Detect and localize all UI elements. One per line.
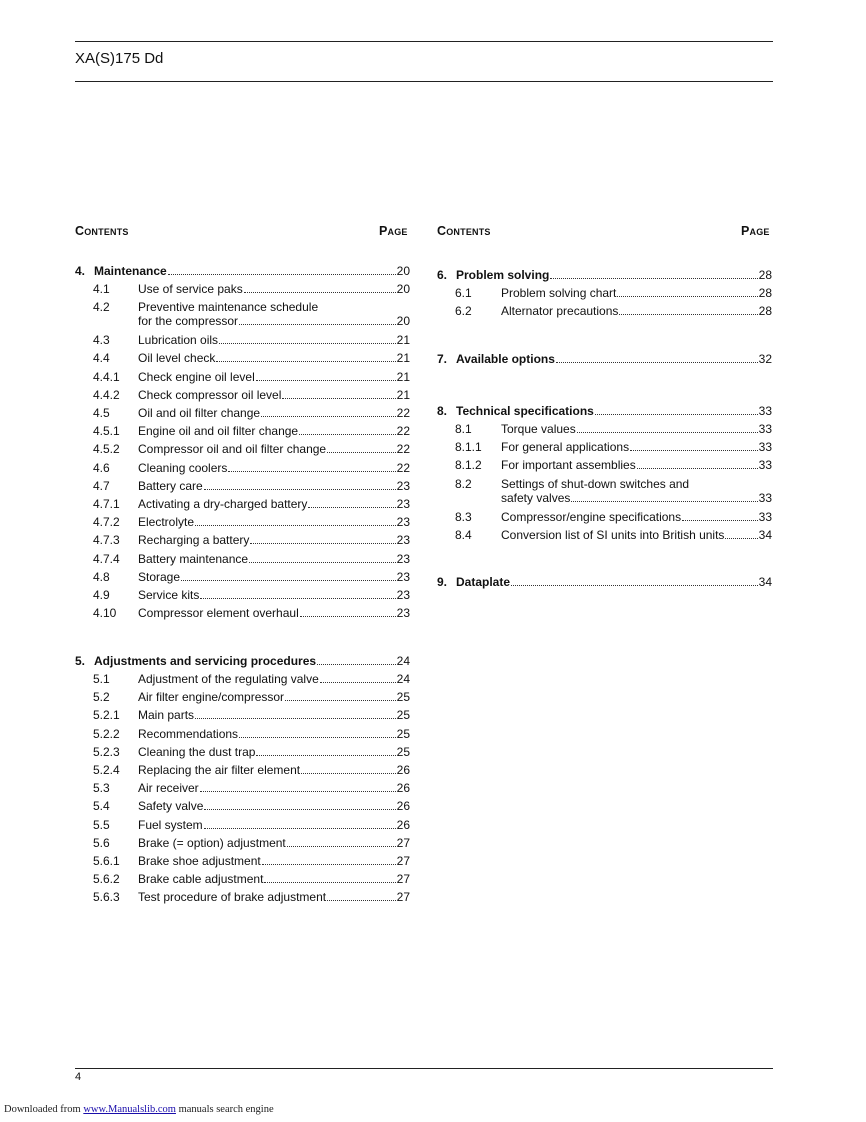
toc-item-title: Test procedure of brake adjustment [138, 890, 327, 905]
right-page-heading: Page [741, 224, 770, 238]
dot-leader [262, 864, 396, 865]
toc-item-line [138, 708, 410, 722]
toc-item-title: Cleaning the dust trap [138, 744, 256, 759]
toc-page-number: 24 [396, 672, 410, 686]
dot-leader [204, 489, 396, 490]
toc-item[interactable] [93, 351, 410, 365]
toc-section-title: Available options [456, 352, 555, 366]
footer-rule [75, 1068, 773, 1069]
toc-item-title: Torque values [501, 422, 576, 436]
dot-leader [200, 598, 395, 599]
toc-item[interactable] [455, 422, 772, 436]
toc-page-number: 22 [396, 442, 410, 457]
right-contents-heading: Contents [437, 224, 491, 238]
toc-page-number: 33 [758, 509, 772, 524]
dot-leader [250, 543, 395, 544]
dot-leader [216, 361, 395, 362]
toc-page-number: 33 [758, 422, 772, 436]
toc-section[interactable] [437, 575, 772, 589]
toc-item[interactable] [455, 510, 772, 524]
toc-item-title: Preventive maintenance schedule [138, 300, 319, 315]
toc-item-line [138, 424, 410, 438]
toc-section-title: Problem solving [456, 268, 550, 282]
dot-leader [256, 380, 396, 381]
toc-item-number: 5.5 [93, 817, 110, 832]
toc-item-title: Cleaning coolers [138, 460, 228, 475]
toc-item[interactable] [93, 552, 410, 566]
toc-item[interactable] [93, 442, 410, 456]
toc-item-number: 5.2.2 [93, 726, 120, 741]
toc-item[interactable] [93, 479, 410, 493]
toc-item[interactable] [93, 333, 410, 347]
toc-item-number: 5.6 [93, 835, 110, 850]
toc-item[interactable] [93, 690, 410, 704]
toc-item-line [138, 781, 410, 795]
toc-item[interactable] [93, 854, 410, 868]
toc-item-number: 5.6.3 [93, 890, 120, 905]
toc-item-title: Problem solving chart [501, 286, 617, 300]
toc-item-title: Lubrication oils [138, 333, 219, 348]
dot-leader [204, 828, 396, 829]
toc-item-line [501, 286, 772, 300]
toc-item[interactable] [455, 458, 772, 472]
toc-item-number: 4.4.2 [93, 387, 120, 402]
toc-item-title: Battery maintenance [138, 551, 249, 566]
toc-section-line [456, 404, 772, 418]
toc-page-number: 33 [758, 458, 772, 473]
toc-item[interactable] [93, 818, 410, 832]
toc-item-number: 4.8 [93, 569, 110, 584]
toc-item[interactable] [93, 745, 410, 759]
toc-section-number: 6. [437, 268, 448, 282]
toc-item-number: 4.6 [93, 460, 110, 475]
toc-item-title: Oil and oil filter change [138, 406, 261, 420]
toc-page-number: 26 [396, 763, 410, 777]
toc-item-number: 5.2.1 [93, 708, 120, 723]
dot-leader [308, 507, 395, 508]
toc-section[interactable] [437, 352, 772, 366]
toc-item[interactable] [455, 440, 772, 454]
toc-item[interactable] [455, 477, 772, 505]
toc-item-number: 6.2 [455, 304, 472, 319]
dot-leader [511, 585, 758, 586]
toc-page-number: 28 [758, 286, 772, 300]
toc-section-number: 7. [437, 352, 448, 366]
toc-item[interactable] [93, 836, 410, 850]
toc-item-line [501, 510, 772, 524]
dot-leader [285, 700, 396, 701]
toc-item-number: 4.7.4 [93, 551, 120, 566]
dot-leader [195, 718, 396, 719]
toc-section-line [456, 352, 772, 366]
toc-section-title: Adjustments and servicing procedures [94, 654, 317, 668]
toc-section-number: 8. [437, 404, 448, 418]
toc-item-title: Settings of shut-down switches and [501, 476, 690, 491]
toc-item-title: Activating a dry-charged battery [138, 497, 308, 511]
toc-item-title: Engine oil and oil filter change [138, 424, 299, 439]
toc-page-number: 22 [396, 406, 410, 420]
toc-section-line [456, 575, 772, 589]
dot-leader [637, 468, 758, 469]
toc-item-title: Fuel system [138, 817, 203, 832]
toc-page-number: 23 [396, 533, 410, 548]
toc-page-number: 28 [758, 304, 772, 319]
toc-item-title: Adjustment of the regulating valve [138, 672, 319, 686]
toc-page-number: 21 [396, 333, 410, 348]
toc-page-number: 27 [396, 872, 410, 887]
toc-item-title: Check compressor oil level [138, 387, 282, 402]
toc-item-line [138, 406, 410, 420]
toc-item[interactable] [93, 300, 410, 328]
toc-item[interactable] [455, 286, 772, 300]
toc-page-number: 28 [758, 268, 772, 282]
toc-item-number: 4.5.1 [93, 424, 120, 439]
toc-item-title: Brake (= option) adjustment [138, 835, 286, 850]
toc-item[interactable] [93, 890, 410, 904]
manualslib-link[interactable]: www.Manualslib.com [83, 1104, 176, 1115]
toc-page-number: 20 [396, 264, 410, 278]
toc-item-line [501, 422, 772, 436]
toc-page-number: 27 [396, 854, 410, 868]
toc-item[interactable] [93, 515, 410, 529]
toc-page-number: 24 [396, 654, 410, 668]
toc-item-line [138, 282, 410, 296]
toc-item-line [501, 528, 772, 542]
toc-item-title-continued: safety valves [501, 490, 571, 505]
toc-page-number: 23 [396, 515, 410, 530]
toc-item-line [138, 570, 410, 584]
dot-leader [571, 501, 757, 502]
toc-item[interactable] [93, 763, 410, 777]
dot-leader [317, 664, 396, 665]
dot-leader [264, 882, 395, 883]
toc-item-line [138, 314, 410, 328]
toc-item-line [138, 479, 410, 493]
toc-page-number: 25 [396, 744, 410, 759]
toc-item-number: 4.5.2 [93, 442, 120, 457]
toc-page-number: 27 [396, 835, 410, 850]
dot-leader [550, 278, 757, 279]
toc-section-number: 9. [437, 575, 448, 589]
toc-item-number: 4.5 [93, 406, 110, 420]
toc-item-line [138, 872, 410, 886]
toc-item-line [138, 763, 410, 777]
left-page-heading: Page [379, 224, 408, 238]
toc-item-line [138, 533, 410, 547]
dot-leader [200, 791, 396, 792]
toc-page-number: 20 [396, 314, 410, 329]
page-number: 4 [75, 1071, 82, 1083]
dot-leader [239, 737, 396, 738]
toc-item-line [501, 458, 772, 472]
toc-item[interactable] [93, 672, 410, 686]
toc-item-title: Oil level check [138, 351, 216, 366]
toc-page-number: 25 [396, 708, 410, 723]
toc-item-number: 4.7 [93, 478, 110, 493]
toc-section[interactable] [75, 654, 410, 668]
toc-page-number: 22 [396, 424, 410, 439]
toc-section[interactable] [437, 268, 772, 282]
toc-item-line [138, 351, 410, 365]
toc-section-title: Maintenance [94, 264, 167, 278]
toc-item-line [138, 672, 410, 686]
dot-leader [327, 452, 396, 453]
toc-section[interactable] [75, 264, 410, 278]
toc-page-number: 26 [396, 817, 410, 832]
dot-leader [287, 846, 396, 847]
dot-leader [725, 538, 757, 539]
toc-item-title: Compressor oil and oil filter change [138, 442, 327, 457]
dot-leader [239, 324, 396, 325]
toc-item-number: 8.4 [455, 527, 472, 542]
toc-item[interactable] [93, 282, 410, 296]
toc-item-title: Brake cable adjustment [138, 872, 264, 887]
left-contents-heading: Contents [75, 224, 129, 238]
toc-section-title: Technical specifications [456, 404, 594, 418]
toc-page-number: 26 [396, 781, 410, 796]
toc-item-line [138, 854, 410, 868]
dot-leader [630, 450, 758, 451]
dot-leader [617, 296, 757, 297]
toc-item-line [138, 333, 410, 347]
toc-item-number: 8.1.1 [455, 440, 482, 455]
toc-item-title: Brake shoe adjustment [138, 854, 261, 868]
dot-leader [577, 432, 758, 433]
toc-item-number: 8.3 [455, 509, 472, 524]
toc-item-title: Battery care [138, 478, 203, 493]
toc-item-line [138, 799, 410, 813]
toc-item-title: Use of service paks [138, 282, 243, 296]
toc-item[interactable] [93, 727, 410, 741]
toc-item-number: 8.2 [455, 476, 472, 491]
toc-item-title: For important assemblies [501, 458, 636, 473]
dot-leader [181, 580, 396, 581]
dot-leader [195, 525, 396, 526]
toc-page-number: 23 [396, 588, 410, 602]
dot-leader [682, 520, 758, 521]
dot-leader [249, 562, 396, 563]
toc-item-number: 4.7.1 [93, 497, 120, 511]
toc-item-line [138, 818, 410, 832]
toc-item-line [138, 836, 410, 850]
toc-item-title: Main parts [138, 708, 195, 723]
toc-item-line [138, 515, 410, 529]
toc-page-number: 20 [396, 282, 410, 296]
toc-item-number: 4.3 [93, 333, 110, 348]
toc-item[interactable] [455, 304, 772, 318]
toc-page-number: 21 [396, 369, 410, 384]
dot-leader [261, 416, 396, 417]
toc-page-number: 34 [758, 527, 772, 542]
document-title: XA(S)175 Dd [75, 50, 164, 67]
toc-page-number: 34 [758, 575, 772, 589]
toc-item-number: 4.4.1 [93, 369, 120, 384]
toc-page-number: 33 [758, 404, 772, 418]
toc-item-line [138, 461, 410, 475]
toc-item-number: 5.2 [93, 690, 110, 705]
toc-item-title: Recommendations [138, 726, 239, 741]
toc-item[interactable] [93, 708, 410, 722]
toc-item-line [138, 552, 410, 566]
dot-leader [219, 343, 396, 344]
footer-prefix: Downloaded from [4, 1104, 84, 1115]
toc-item[interactable] [93, 872, 410, 886]
toc-item[interactable] [455, 528, 772, 542]
toc-page-number: 25 [396, 726, 410, 741]
toc-item-line [501, 491, 772, 505]
toc-item-number: 8.1.2 [455, 458, 482, 473]
toc-item-line [138, 890, 410, 904]
toc-page-number: 32 [758, 352, 772, 366]
toc-page-number: 33 [758, 490, 772, 505]
dot-leader [204, 809, 395, 810]
toc-item-line [138, 745, 410, 759]
toc-section-number: 5. [75, 654, 86, 668]
dot-leader [556, 362, 758, 363]
toc-item-line [138, 606, 410, 620]
toc-item-number: 4.4 [93, 351, 110, 366]
toc-item[interactable] [93, 588, 410, 602]
dot-leader [619, 314, 757, 315]
toc-item[interactable] [93, 406, 410, 420]
toc-item-title: Air receiver [138, 781, 199, 796]
toc-item[interactable] [93, 461, 410, 475]
toc-item-title: Replacing the air filter element [138, 763, 301, 777]
toc-item-title: Compressor element overhaul [138, 606, 299, 621]
toc-item-number: 5.3 [93, 781, 110, 796]
toc-item[interactable] [93, 533, 410, 547]
dot-leader [301, 773, 396, 774]
toc-section-line [94, 654, 410, 668]
toc-item-line [138, 588, 410, 602]
toc-item-number: 6.1 [455, 286, 472, 300]
toc-page-number: 33 [758, 440, 772, 455]
toc-section-line [94, 264, 410, 278]
dot-leader [299, 434, 396, 435]
toc-section-line [456, 268, 772, 282]
toc-item-line [138, 388, 410, 402]
dot-leader [300, 616, 396, 617]
toc-item-number: 8.1 [455, 422, 472, 436]
dot-leader [282, 398, 395, 399]
toc-item[interactable] [93, 424, 410, 438]
toc-page-number: 23 [396, 606, 410, 621]
toc-item-line [501, 440, 772, 454]
toc-item-number: 5.2.4 [93, 763, 120, 777]
toc-page-number: 27 [396, 890, 410, 905]
toc-item[interactable] [93, 497, 410, 511]
toc-item-title: Air filter engine/compressor [138, 690, 285, 705]
toc-item-title: Alternator precautions [501, 304, 619, 319]
dot-leader [320, 682, 396, 683]
toc-item-number: 5.1 [93, 672, 110, 686]
toc-page-number: 23 [396, 569, 410, 584]
toc-item-number: 4.9 [93, 588, 110, 602]
toc-page-number: 21 [396, 387, 410, 402]
toc-item[interactable] [93, 570, 410, 584]
toc-item-number: 5.4 [93, 799, 110, 814]
toc-section[interactable] [437, 404, 772, 418]
toc-item[interactable] [93, 781, 410, 795]
toc-item-number: 4.1 [93, 282, 110, 296]
toc-page-number: 23 [396, 478, 410, 493]
toc-item-line [501, 304, 772, 318]
dot-leader [327, 900, 396, 901]
dot-leader [168, 274, 396, 275]
toc-item-number: 4.10 [93, 606, 117, 621]
toc-item-title: Safety valve [138, 799, 204, 814]
toc-item-title: Recharging a battery [138, 533, 250, 548]
toc-page-number: 23 [396, 551, 410, 566]
toc-item-line [138, 442, 410, 456]
toc-item-title: Storage [138, 569, 181, 584]
toc-page-number: 25 [396, 690, 410, 705]
toc-item-title: For general applications [501, 440, 630, 455]
toc-item-number: 5.6.1 [93, 854, 120, 868]
toc-page-number: 23 [396, 497, 410, 511]
toc-section-number: 4. [75, 264, 86, 278]
toc-item-line [138, 727, 410, 741]
toc-item-number: 4.7.3 [93, 533, 120, 548]
toc-item-title: Compressor/engine specifications [501, 509, 682, 524]
header-top-rule [75, 41, 773, 42]
toc-page-number: 26 [396, 799, 410, 814]
download-footer [4, 1104, 274, 1115]
toc-item[interactable] [93, 799, 410, 813]
footer-suffix: manuals search engine [175, 1104, 274, 1115]
toc-item-title: Conversion list of SI units into British units [501, 527, 725, 542]
dot-leader [595, 414, 758, 415]
toc-item-number: 5.2.3 [93, 744, 120, 759]
dot-leader [228, 471, 395, 472]
toc-item-title: Electrolyte [138, 515, 195, 530]
toc-item-line [138, 690, 410, 704]
dot-leader [244, 292, 396, 293]
toc-item-line [138, 370, 410, 384]
toc-item-title: Service kits [138, 588, 200, 602]
toc-item[interactable] [93, 388, 410, 402]
header-bottom-rule [75, 81, 773, 82]
toc-item-title: Check engine oil level [138, 369, 255, 384]
toc-item-number: 4.2 [93, 300, 110, 315]
toc-section-title: Dataplate [456, 575, 511, 589]
dot-leader [256, 755, 395, 756]
toc-item[interactable] [93, 606, 410, 620]
toc-item[interactable] [93, 370, 410, 384]
toc-page-number: 21 [396, 351, 410, 366]
toc-item-number: 4.7.2 [93, 515, 120, 530]
toc-item-line [138, 497, 410, 511]
toc-item-number: 5.6.2 [93, 872, 120, 887]
toc-page-number: 22 [396, 460, 410, 475]
toc-item-title-continued: for the compressor [138, 314, 239, 329]
